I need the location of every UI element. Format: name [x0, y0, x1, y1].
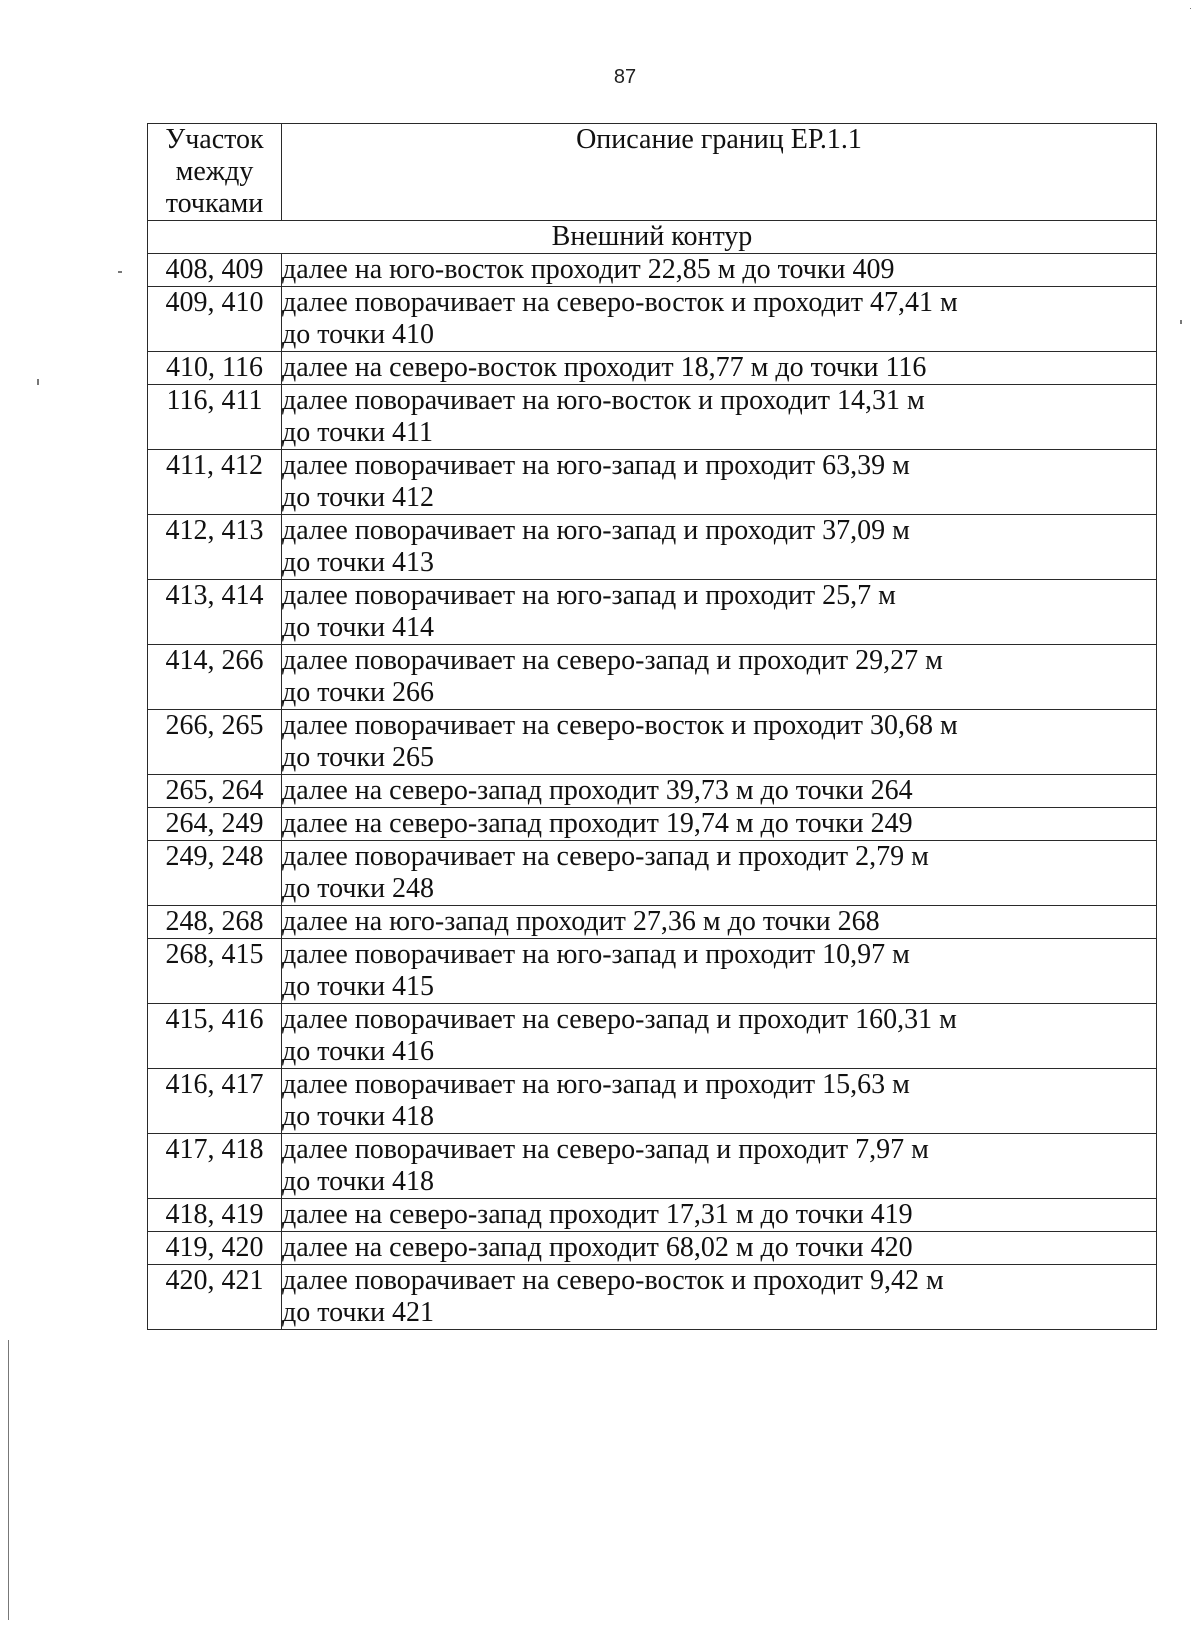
description-cell	[282, 939, 1157, 1004]
description-line: далее поворачивает на северо-запад и проходит 2,79 м	[282, 841, 929, 872]
description-cell	[282, 385, 1157, 450]
description-line: до точки 415	[282, 971, 435, 1002]
description-line: далее поворачивает на юго-запад и проходит 15,63 м	[282, 1069, 910, 1100]
segment-cell: 418, 419	[148, 1199, 282, 1232]
segment-cell: 265, 264	[148, 775, 282, 808]
description-cell	[282, 710, 1157, 775]
scan-mark	[1180, 320, 1182, 324]
description-cell	[282, 906, 1157, 939]
table-header-row	[148, 124, 1157, 221]
header-segment-line: между	[175, 156, 254, 187]
table-row	[148, 1134, 1157, 1199]
description-cell	[282, 515, 1157, 580]
description-cell	[282, 841, 1157, 906]
description-line: до точки 421	[282, 1297, 435, 1328]
table-row	[148, 1199, 1157, 1232]
description-line: далее поворачивает на северо-восток и проходит 9,42 м	[282, 1265, 944, 1296]
description-line: до точки 414	[282, 612, 435, 643]
description-cell	[282, 450, 1157, 515]
description-line: до точки 416	[282, 1036, 435, 1067]
boundary-table	[147, 123, 1157, 1330]
description-line: далее поворачивает на северо-запад и проходит 7,97 м	[282, 1134, 929, 1165]
description-line: далее поворачивает на юго-запад и проходит 25,7 м	[282, 580, 896, 611]
table-row	[148, 645, 1157, 710]
table-row	[148, 515, 1157, 580]
description-line: до точки 266	[282, 677, 435, 708]
segment-cell: 412, 413	[148, 515, 282, 580]
scan-mark	[37, 379, 39, 385]
description-cell	[282, 808, 1157, 841]
description-cell	[282, 254, 1157, 287]
description-cell	[282, 352, 1157, 385]
table-row	[148, 1004, 1157, 1069]
segment-cell: 116, 411	[148, 385, 282, 450]
section-title: Внешний контур	[148, 221, 1157, 254]
description-cell	[282, 580, 1157, 645]
header-segment	[148, 124, 282, 221]
table-row	[148, 385, 1157, 450]
segment-cell: 408, 409	[148, 254, 282, 287]
table-row	[148, 939, 1157, 1004]
table-row	[148, 352, 1157, 385]
table-row	[148, 775, 1157, 808]
segment-cell: 413, 414	[148, 580, 282, 645]
scan-mark	[8, 1340, 9, 1620]
scan-mark	[118, 271, 122, 273]
description-line: далее на северо-восток проходит 18,77 м до точки 116	[282, 352, 927, 383]
segment-cell: 264, 249	[148, 808, 282, 841]
description-line: до точки 418	[282, 1166, 435, 1197]
table-row	[148, 254, 1157, 287]
description-line: до точки 418	[282, 1101, 435, 1132]
segment-cell: 414, 266	[148, 645, 282, 710]
segment-cell: 409, 410	[148, 287, 282, 352]
table-row	[148, 1265, 1157, 1330]
description-line: далее на северо-запад проходит 68,02 м до точки 420	[282, 1232, 913, 1263]
description-line: до точки 411	[282, 417, 434, 448]
description-line: далее поворачивает на северо-запад и проходит 29,27 м	[282, 645, 943, 676]
description-cell	[282, 1069, 1157, 1134]
table-row	[148, 580, 1157, 645]
description-cell	[282, 645, 1157, 710]
segment-cell: 249, 248	[148, 841, 282, 906]
segment-cell: 416, 417	[148, 1069, 282, 1134]
description-line: далее на северо-запад проходит 19,74 м до точки 249	[282, 808, 913, 839]
segment-cell: 420, 421	[148, 1265, 282, 1330]
description-cell	[282, 1199, 1157, 1232]
description-line: далее на юго-запад проходит 27,36 м до точки 268	[282, 906, 880, 937]
description-line: далее на северо-запад проходит 17,31 м до точки 419	[282, 1199, 913, 1230]
description-cell	[282, 287, 1157, 352]
table-row	[148, 808, 1157, 841]
description-line: далее поворачивает на юго-запад и проходит 10,97 м	[282, 939, 910, 970]
description-line: далее поворачивает на юго-запад и проходит 37,09 м	[282, 515, 910, 546]
page-number: 87	[613, 66, 637, 88]
table-row	[148, 841, 1157, 906]
description-line: далее поворачивает на северо-запад и проходит 160,31 м	[282, 1004, 957, 1035]
description-line: далее поворачивает на северо-восток и проходит 30,68 м	[282, 710, 958, 741]
table-row	[148, 287, 1157, 352]
description-line: далее поворачивает на юго-восток и проходит 14,31 м	[282, 385, 925, 416]
table-row	[148, 1069, 1157, 1134]
description-line: до точки 412	[282, 482, 435, 513]
scan-mark	[1190, 8, 1191, 9]
description-line: до точки 410	[282, 319, 435, 350]
header-segment-line: точками	[165, 188, 264, 219]
section-row	[148, 221, 1157, 254]
description-cell	[282, 775, 1157, 808]
description-line: до точки 413	[282, 547, 435, 578]
description-cell	[282, 1232, 1157, 1265]
table-row	[148, 710, 1157, 775]
description-line: до точки 265	[282, 742, 435, 773]
segment-cell: 248, 268	[148, 906, 282, 939]
segment-cell: 268, 415	[148, 939, 282, 1004]
description-cell	[282, 1265, 1157, 1330]
description-line: далее на юго-восток проходит 22,85 м до точки 409	[282, 254, 895, 285]
description-cell	[282, 1134, 1157, 1199]
segment-cell: 419, 420	[148, 1232, 282, 1265]
segment-cell: 417, 418	[148, 1134, 282, 1199]
description-line: далее поворачивает на юго-запад и проходит 63,39 м	[282, 450, 910, 481]
description-cell	[282, 1004, 1157, 1069]
description-line: до точки 248	[282, 873, 435, 904]
table-row	[148, 1232, 1157, 1265]
segment-cell: 411, 412	[148, 450, 282, 515]
segment-cell: 266, 265	[148, 710, 282, 775]
segment-cell: 415, 416	[148, 1004, 282, 1069]
table-row	[148, 450, 1157, 515]
description-line: далее на северо-запад проходит 39,73 м до точки 264	[282, 775, 913, 806]
description-line: далее поворачивает на северо-восток и проходит 47,41 м	[282, 287, 958, 318]
header-description: Описание границ ЕР.1.1	[282, 124, 1157, 221]
header-segment-line: Участок	[165, 124, 264, 155]
table-row	[148, 906, 1157, 939]
segment-cell: 410, 116	[148, 352, 282, 385]
